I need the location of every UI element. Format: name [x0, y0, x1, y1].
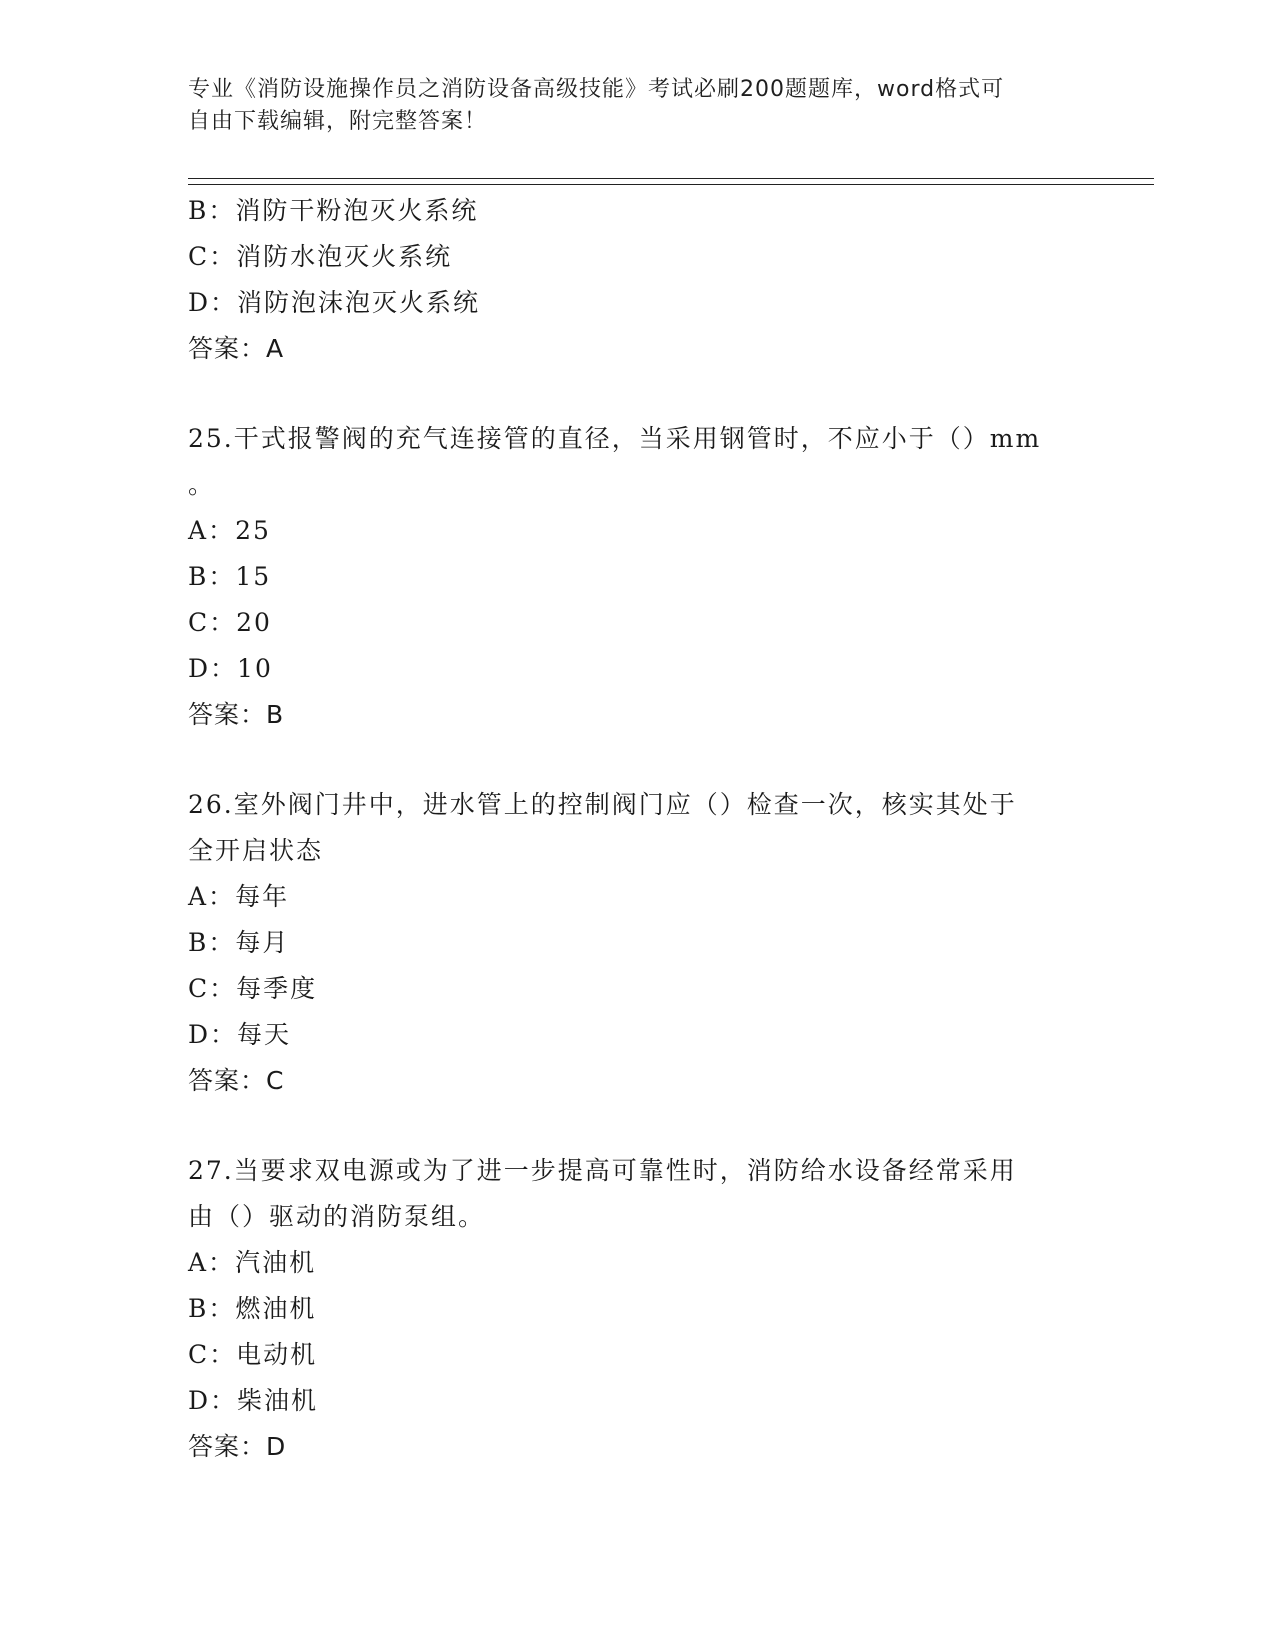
header-rule-bottom [188, 184, 1154, 185]
option-text: 每天 [237, 1020, 292, 1049]
option-text: 电动机 [236, 1340, 318, 1369]
option-text: 消防干粉泡灭火系统 [235, 196, 479, 225]
answer-line: 答案：B [188, 700, 285, 729]
option-text: 每月 [235, 928, 290, 957]
option-row [188, 1332, 1088, 1378]
option-row [188, 234, 1088, 280]
document-header [188, 74, 1068, 138]
header-line-2: 自由下载编辑，附完整答案！ [188, 109, 488, 134]
question-block-25 [188, 416, 1088, 738]
option-letter: C： [188, 1340, 237, 1369]
option-row [188, 966, 1088, 1012]
option-letter: C： [188, 242, 237, 271]
option-letter: C： [188, 608, 237, 637]
document-body [188, 188, 1088, 1470]
option-text: 燃油机 [235, 1294, 317, 1323]
header-rule-top [188, 178, 1154, 179]
option-row [188, 508, 1088, 554]
option-text: 10 [237, 654, 273, 683]
question-block-27 [188, 1148, 1088, 1470]
option-letter: B： [188, 562, 236, 591]
option-row [188, 1378, 1088, 1424]
option-letter: C： [188, 974, 237, 1003]
header-line-1: 专业《消防设施操作员之消防设备高级技能》考试必刷200题题库，word格式可 [188, 77, 1005, 102]
question-block-26 [188, 782, 1088, 1104]
prev-question-block [188, 188, 1088, 372]
option-text: 柴油机 [237, 1386, 319, 1415]
option-row [188, 920, 1088, 966]
option-letter: B： [188, 928, 236, 957]
question-stem [188, 416, 1068, 508]
question-stem [188, 1148, 1068, 1240]
option-letter: D： [188, 1020, 238, 1049]
option-row [188, 600, 1088, 646]
option-letter: A： [188, 882, 236, 911]
option-row [188, 1012, 1088, 1058]
option-text: 消防水泡灭火系统 [236, 242, 453, 271]
question-stem-line-2: 。 [188, 470, 216, 499]
answer-line: 答案：C [188, 1066, 285, 1095]
option-letter: A： [188, 1248, 236, 1277]
option-row [188, 874, 1088, 920]
option-text: 每季度 [236, 974, 318, 1003]
option-text: 汽油机 [235, 1248, 317, 1277]
option-letter: B： [188, 1294, 236, 1323]
question-stem-line-1: 25.干式报警阀的充气连接管的直径，当采用钢管时，不应小于（）mm [188, 424, 1042, 453]
question-stem-line-1: 26.室外阀门井中，进水管上的控制阀门应（）检查一次，核实其处于 [188, 790, 1017, 819]
option-row [188, 646, 1088, 692]
option-text: 每年 [235, 882, 290, 911]
option-letter: D： [188, 1386, 238, 1415]
question-stem-line-1: 27.当要求双电源或为了进一步提高可靠性时，消防给水设备经常采用 [188, 1156, 1017, 1185]
option-text: 消防泡沫泡灭火系统 [237, 288, 481, 317]
option-text: 25 [235, 516, 271, 545]
option-letter: D： [188, 654, 238, 683]
option-row [188, 188, 1088, 234]
answer-line: 答案：A [188, 334, 285, 363]
option-letter: D： [188, 288, 238, 317]
option-row [188, 1240, 1088, 1286]
option-text: 20 [236, 608, 272, 637]
option-letter: B： [188, 196, 236, 225]
option-row [188, 554, 1088, 600]
question-stem-line-2: 全开启状态 [188, 836, 324, 865]
question-stem-line-2: 由（）驱动的消防泵组。 [188, 1202, 486, 1231]
answer-line: 答案：D [188, 1432, 287, 1461]
option-text: 15 [235, 562, 272, 591]
option-letter: A： [188, 516, 236, 545]
question-stem [188, 782, 1068, 874]
option-row [188, 1286, 1088, 1332]
option-row [188, 280, 1088, 326]
